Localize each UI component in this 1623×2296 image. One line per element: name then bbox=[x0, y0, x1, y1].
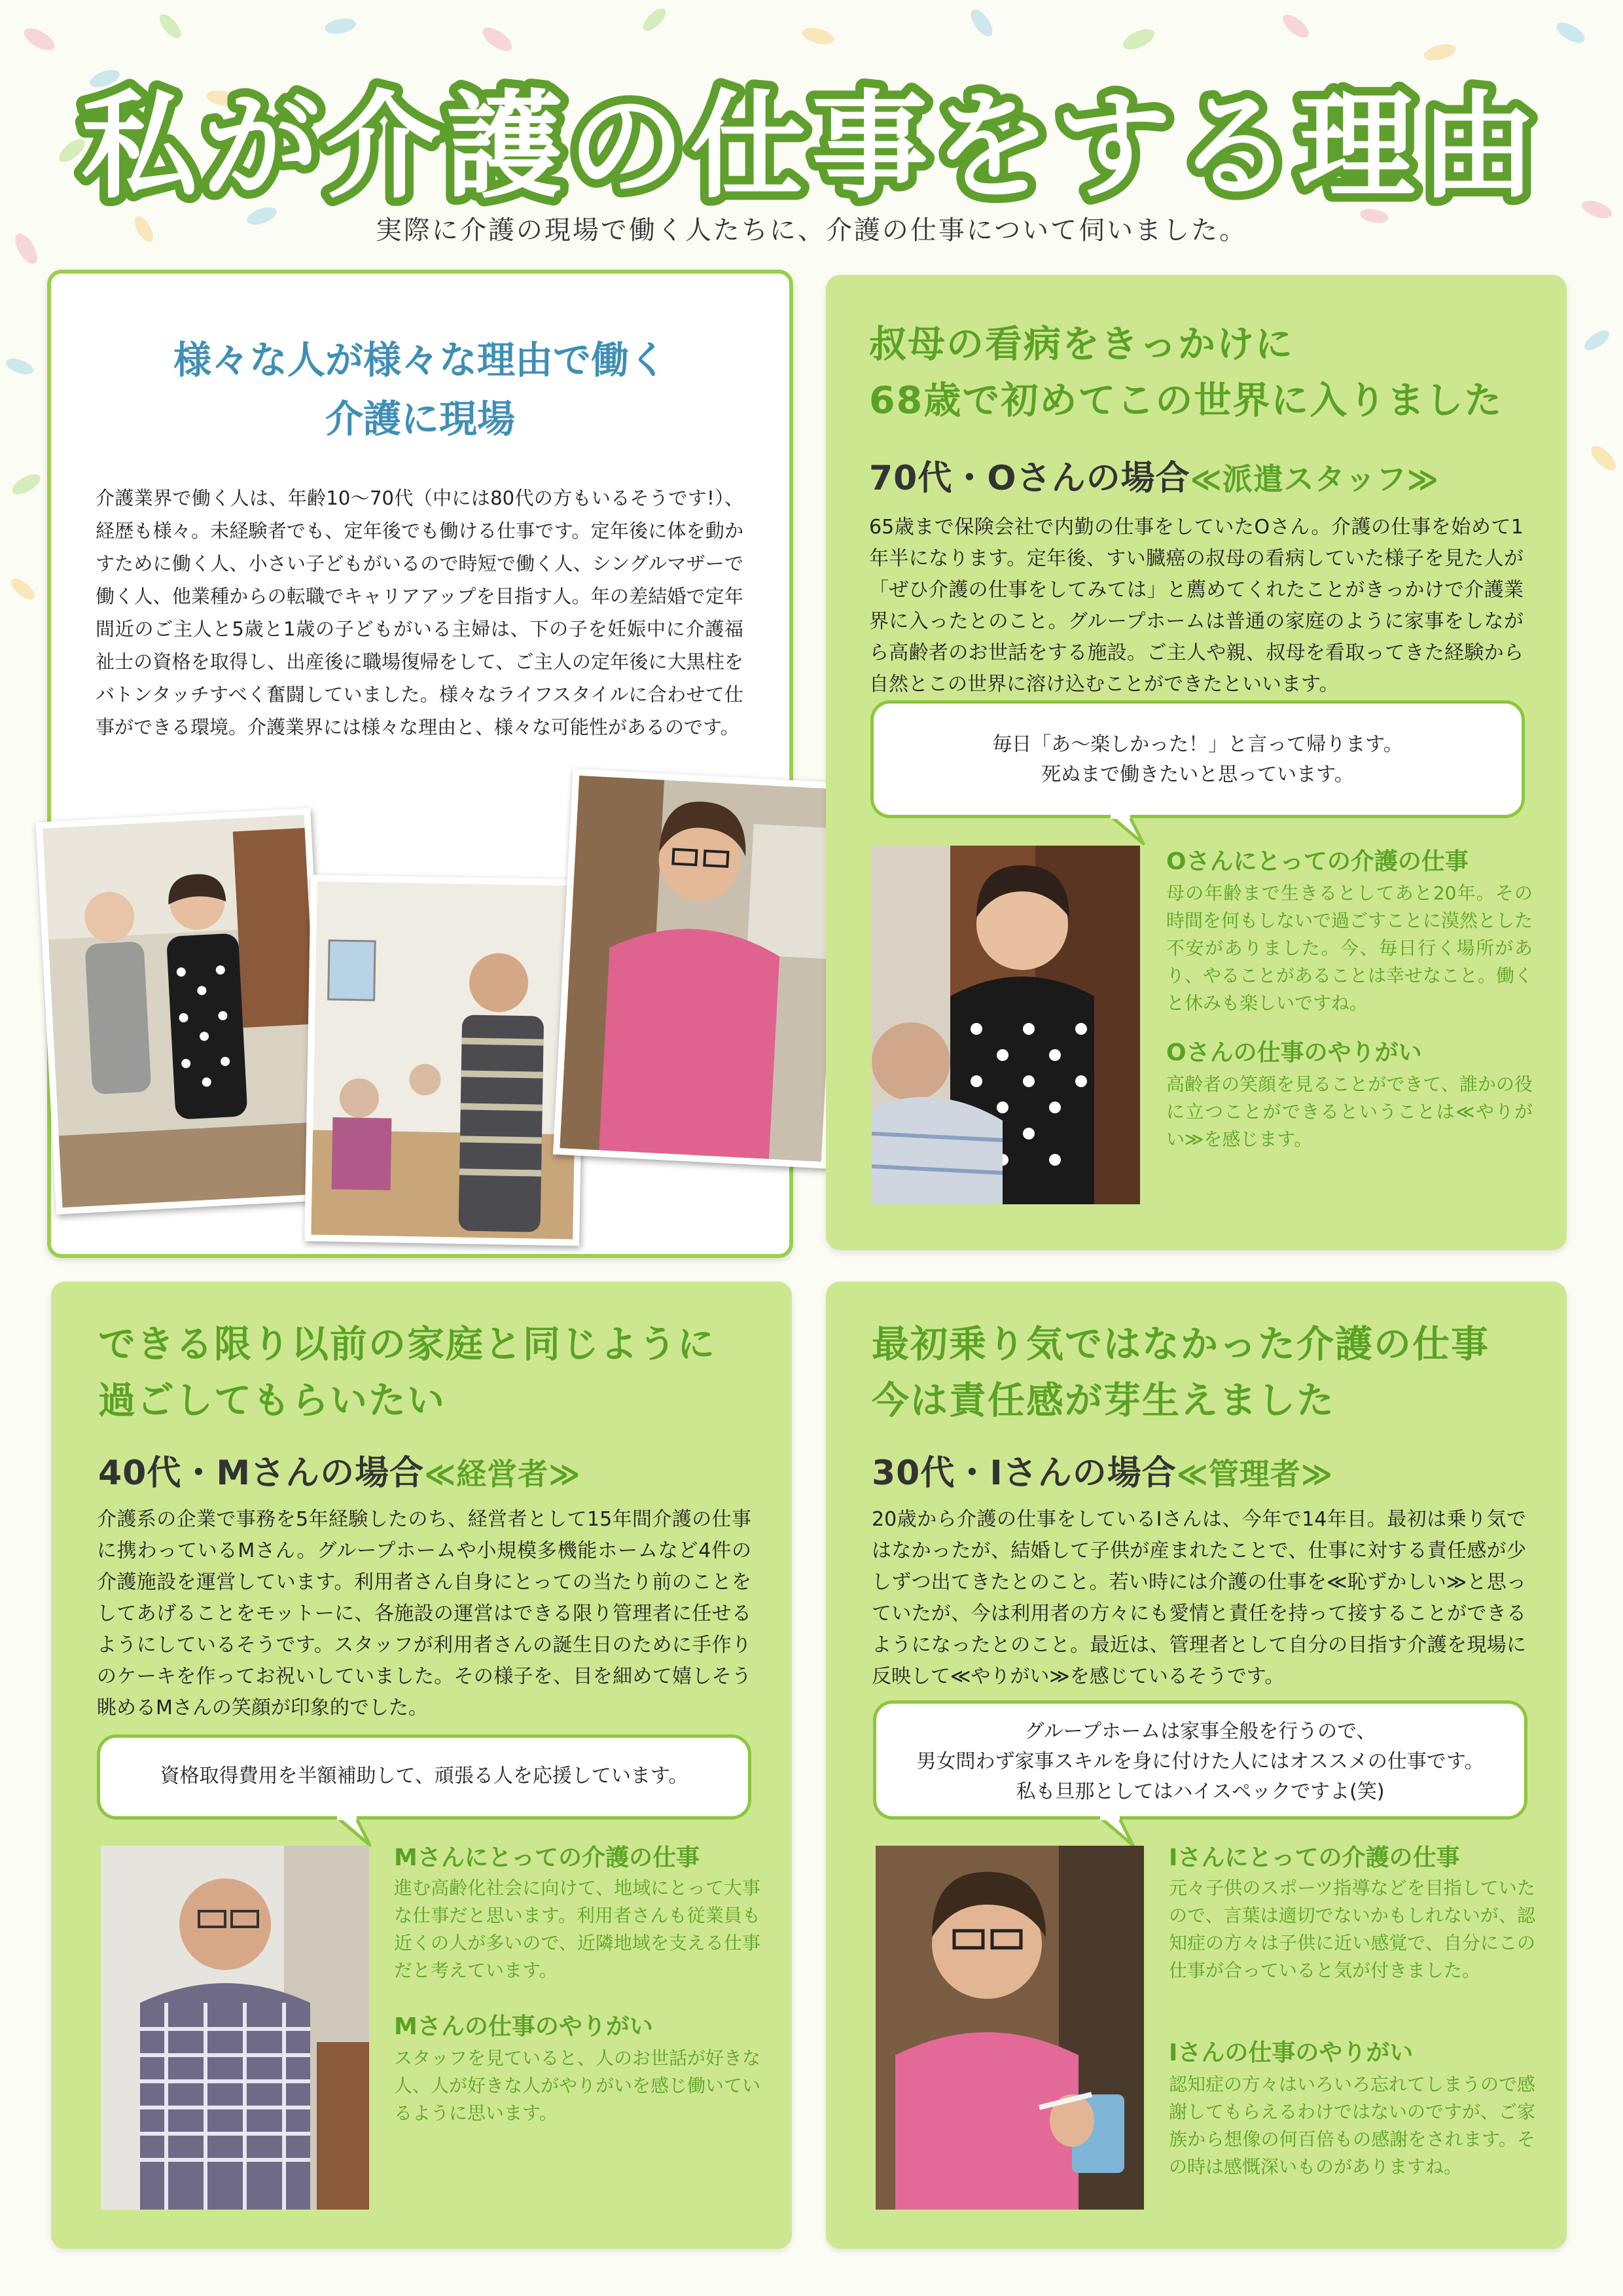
case-o-quote-line2: 死ぬまで働きたいと思っています。 bbox=[1041, 763, 1354, 786]
case-o-heading-line2: 68歳で初めてこの世界に入りました bbox=[869, 379, 1503, 422]
case-m-sub2-text: スタッフを見ていると、人のお世話が好きな人、人が好きな人がやりがいを感じ働いているように思います。 bbox=[394, 2047, 761, 2124]
case-i-body: 20歳から介護の仕事をしているIさんは、今年で14年目。最初は乗り気ではなかったが、結婚して子供が産まれたことで、仕事に対する責任感が少しずつ出てきたとのこと。若い時には介護の仕事を≪恥ずかしい≫と思っていたが、今は利用者の方々にも愛情と責任を持って接することができるようになったとのこと。最近は、管理者として自分の目指す介護を現場に反映して≪やりがい≫を感じているそうです。 bbox=[872, 1508, 1526, 1688]
case-m-sub1-text: 進む高齢化社会に向けて、地域にとって大事な仕事だと思います。利用者さんも従業員も近くの人が多いので、近隣地域を支える仕事だと考えています。 bbox=[394, 1877, 760, 1981]
case-m-sub2-title: Mさんの仕事のやりがい bbox=[394, 2013, 653, 2040]
staff-photo-kitchen bbox=[36, 808, 331, 1214]
case-m-label bbox=[98, 1445, 580, 1494]
case-o-sub2-title: Oさんの仕事のやりがい bbox=[1166, 1039, 1422, 1066]
staff-photo-young-man bbox=[553, 768, 847, 1168]
case-i-heading-line1: 最初乗り気ではなかった介護の仕事 bbox=[872, 1323, 1489, 1366]
case-i-sub1-text: 元々子供のスポーツ指導などを目指していたので、言葉は適切でないかもしれないが、認知症の方々は子供に近い感覚で、自分にこの仕事が合っていると気が付きました。 bbox=[1169, 1877, 1535, 1981]
case-o-label bbox=[869, 450, 1439, 499]
case-i-age-name: 30代・Iさんの場合 bbox=[872, 1454, 1177, 1493]
case-m-quote-bubble bbox=[97, 1734, 751, 1820]
case-o-sub2-text: 高齢者の笑顔を見ることができて、誰かの役に立つことができるということは≪やりがい≫を感じます。 bbox=[1166, 1073, 1533, 1150]
case-o-sub1-title: Oさんにとっての介護の仕事 bbox=[1166, 848, 1469, 875]
case-m-photo bbox=[101, 1846, 369, 2210]
case-o-age-name: 70代・Oさんの場合 bbox=[869, 459, 1190, 498]
case-m-body: 介護系の企業で事務を5年経験したのち、経営者として15年間介護の仕事に携わっているMさん。グループホームや小規模多機能ホームなど4件の介護施設を運営しています。利用者さん自身にとっての当たり前のことをしてあげることをモットーに、各施設の運営はできる限り管理者に任せるようにしているそうです。スタッフが利用者さんの誕生日のために手作りのケーキを作ってお祝いしていました。その様子を、目を細めて嬉しそう眺めるMさんの笑顔が印象的でした。 bbox=[97, 1508, 751, 1719]
case-m-age-name: 40代・Mさんの場合 bbox=[98, 1454, 425, 1493]
case-m-role: ≪経営者≫ bbox=[424, 1456, 581, 1492]
case-m-sub1-title: Mさんにとっての介護の仕事 bbox=[394, 1844, 700, 1871]
case-i-role: ≪管理者≫ bbox=[1176, 1456, 1334, 1492]
case-i-quote-line1: グループホームは家事全般を行うので、 bbox=[1024, 1720, 1376, 1743]
intro-heading-line1: 様々な人が様々な理由で働く bbox=[173, 338, 667, 382]
case-i-quote-bubble bbox=[873, 1700, 1527, 1820]
case-i-sub2-text: 認知症の方々はいろいろ忘れてしまうので感謝してもらえるわけではないのですが、ご家族から想像の何百倍もの感謝をされます。その時は感慨深いものがありますね。 bbox=[1169, 2073, 1536, 2178]
case-m-heading-line1: できる限り以前の家庭と同じように bbox=[98, 1323, 716, 1366]
case-i-panel bbox=[826, 1282, 1567, 2249]
page-title-banner bbox=[0, 62, 1623, 226]
case-o-quote-line1: 毎日「あ～楽しかった！」と言って帰ります。 bbox=[992, 733, 1403, 756]
case-o-role: ≪派遣スタッフ≫ bbox=[1190, 461, 1439, 497]
case-o-body: 65歳まで保険会社で内勤の仕事をしていたOさん。介護の仕事を始めて1年半になります。定年後、すい臓癌の叔母の看病していた様子を見た人が「ぜひ介護の仕事をしてみては」と薦めてくれたことがきっかけで介護業界に入ったとのこと。グループホームは普通の家庭のように家事をしながら高齢者のお世話をする施設。ご主人や親、叔母を看取ってきた経験から自然とこの世界に溶け込むことができたといいます。 bbox=[869, 516, 1524, 696]
case-i-sub2-title: Iさんの仕事のやりがい bbox=[1169, 2039, 1414, 2066]
case-i-label bbox=[872, 1445, 1333, 1494]
case-i-quote-line3: 私も旦那としてはハイスペックですよ(笑) bbox=[1016, 1780, 1385, 1803]
intro-heading-line2: 介護に現場 bbox=[325, 397, 515, 441]
case-i-photo bbox=[876, 1846, 1144, 2210]
case-m-panel bbox=[51, 1282, 792, 2249]
case-m-quote: 資格取得費用を半額補助して、頑張る人を応援しています。 bbox=[160, 1765, 688, 1787]
page-title: 私が介護の仕事をする理由 bbox=[81, 79, 1542, 214]
page-subtitle: 実際に介護の現場で働く人たちに、介護の仕事について伺いました。 bbox=[375, 215, 1248, 245]
case-o-panel bbox=[826, 275, 1567, 1250]
case-o-quote-bubble bbox=[870, 700, 1525, 818]
case-i-heading-line2: 今は責任感が芽生えました bbox=[872, 1379, 1335, 1422]
case-m-heading-line2: 過ごしてもらいたい bbox=[98, 1379, 446, 1422]
case-o-heading-line1: 叔母の看病をきっかけに bbox=[869, 323, 1294, 366]
staff-photo-dining bbox=[304, 874, 586, 1246]
case-o-photo bbox=[872, 846, 1140, 1204]
case-i-sub1-title: Iさんにとっての介護の仕事 bbox=[1169, 1844, 1460, 1871]
case-i-quote-line2: 男女問わず家事スキルを身に付けた人にはオススメの仕事です。 bbox=[916, 1750, 1484, 1773]
case-o-sub1-text: 母の年齢まで生きるとしてあと20年。その時間を何もしないで過ごすことに漠然とした不安がありました。今、毎日行く場所があり、やることがあることは幸せなこと。働くと休みも楽しいですね。 bbox=[1166, 882, 1533, 1014]
intro-body: 介護業界で働く人は、年齢10〜70代（中には80代の方もいるそうです!）、経歴も様々。未経験者でも、定年後でも働ける仕事です。定年後に体を動かすために働く人、小さい子どもがいるので時短で働く人、シングルマザーで働く人、他業種からの転職でキャリアアップを目指す人。年の差結婚で定年間近のご主人と5歳と1歳の子どもがいる主婦は、下の子を妊娠中に介護福祉士の資格を取得し、出産後に職場復帰をして、ご主人の定年後に大黒柱をバトンタッチすべく奮闘していました。様々なライフスタイルに合わせて仕事ができる環境。介護業界には様々な理由と、様々な可能性があるのです。 bbox=[96, 487, 743, 738]
